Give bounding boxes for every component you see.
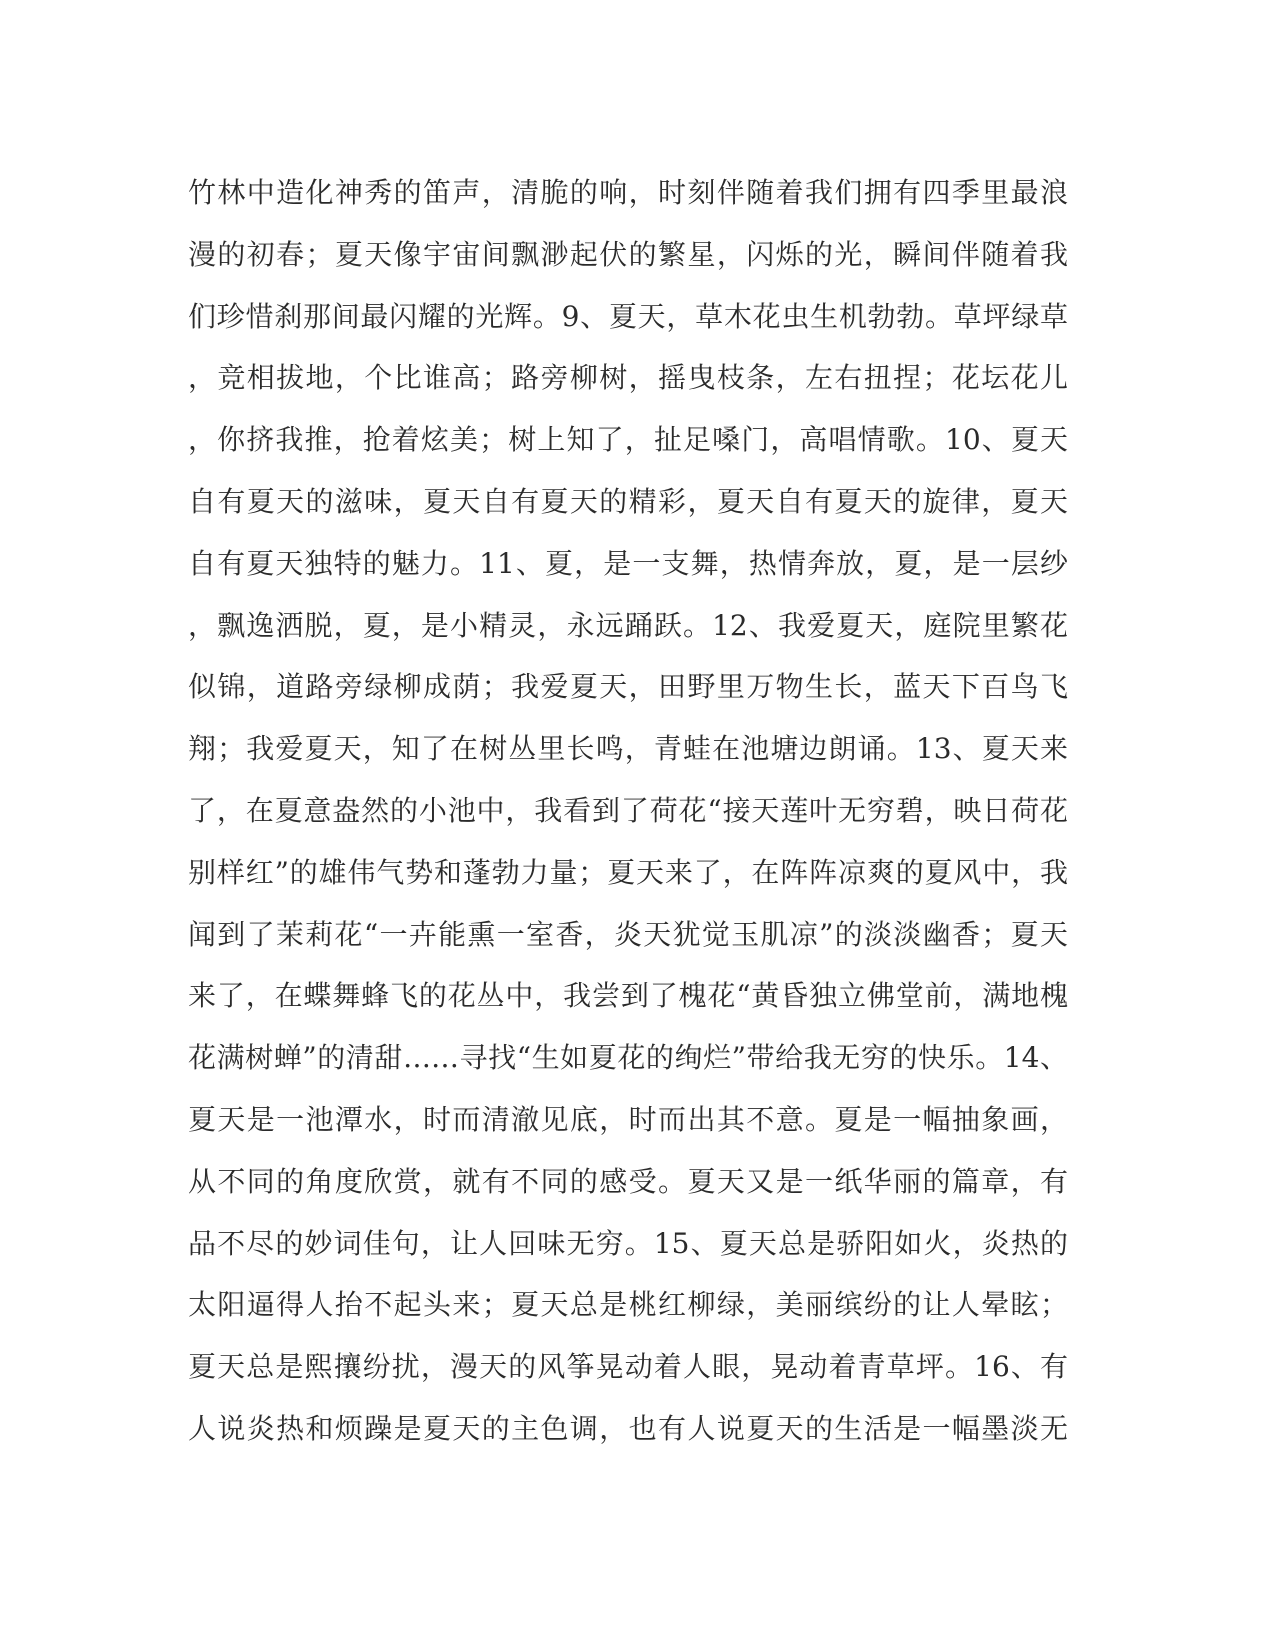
text-line: 花满树蝉”的清甜……寻找“生如夏花的绚烂”带给我无穷的快乐。14、 [188, 1041, 1068, 1075]
text-line: 竹林中造化神秀的笛声，清脆的响，时刻伴随着我们拥有四季里最浪 [188, 176, 1068, 209]
text-line: 夏天是一池潭水，时而清澈见底，时而出其不意。夏是一幅抽象画， [188, 1102, 1068, 1136]
text-line: 夏天总是熙攘纷扰，漫天的风筝晃动着人眼，晃动着青草坪。16、有 [188, 1350, 1068, 1384]
text-line: ，竞相拔地，个比谁高；路旁柳树，摇曳枝条，左右扭捏；花坛花儿 [188, 361, 1068, 395]
text-line: 自有夏天独特的魅力。11、夏，是一支舞，热情奔放，夏，是一层纱 [188, 546, 1068, 580]
text-line: 似锦，道路旁绿柳成荫；我爱夏天，田野里万物生长，蓝天下百鸟飞 [188, 670, 1068, 704]
text-line: 从不同的角度欣赏，就有不同的感受。夏天又是一纸华丽的篇章，有 [188, 1164, 1068, 1198]
text-line: ，飘逸洒脱，夏，是小精灵，永远踊跃。12、我爱夏天，庭院里繁花 [188, 608, 1068, 642]
text-line: 自有夏天的滋味，夏天自有夏天的精彩，夏天自有夏天的旋律，夏天 [188, 484, 1068, 518]
text-line: 闻到了茉莉花“一卉能熏一室香，炎天犹觉玉肌凉”的淡淡幽香；夏天 [188, 917, 1068, 951]
text-line: 品不尽的妙词佳句，让人回味无穷。15、夏天总是骄阳如火，炎热的 [188, 1226, 1068, 1260]
text-line: 太阳逼得人抬不起头来；夏天总是桃红柳绿，美丽缤纷的让人晕眩； [188, 1288, 1068, 1322]
text-line: 漫的初春；夏天像宇宙间飘渺起伏的繁星，闪烁的光，瞬间伴随着我 [188, 237, 1068, 271]
text-line: 来了，在蝶舞蜂飞的花丛中，我尝到了槐花“黄昏独立佛堂前，满地槐 [188, 979, 1068, 1013]
text-line: 了，在夏意盎然的小池中，我看到了荷花“接天莲叶无穷碧，映日荷花 [188, 793, 1068, 827]
text-line: 人说炎热和烦躁是夏天的主色调，也有人说夏天的生活是一幅墨淡无 [188, 1411, 1068, 1445]
text-line: 们珍惜刹那间最闪耀的光辉。9、夏天，草木花虫生机勃勃。草坪绿草 [188, 299, 1068, 333]
text-line: 翔；我爱夏天，知了在树丛里长鸣，青蛙在池塘边朗诵。13、夏天来 [188, 732, 1068, 766]
body-text [188, 162, 1068, 1460]
text-line: ，你挤我推，抢着炫美；树上知了，扯足嗓门，高唱情歌。10、夏天 [188, 423, 1068, 457]
text-line: 别样红”的雄伟气势和蓬勃力量；夏天来了，在阵阵凉爽的夏风中，我 [188, 855, 1068, 889]
